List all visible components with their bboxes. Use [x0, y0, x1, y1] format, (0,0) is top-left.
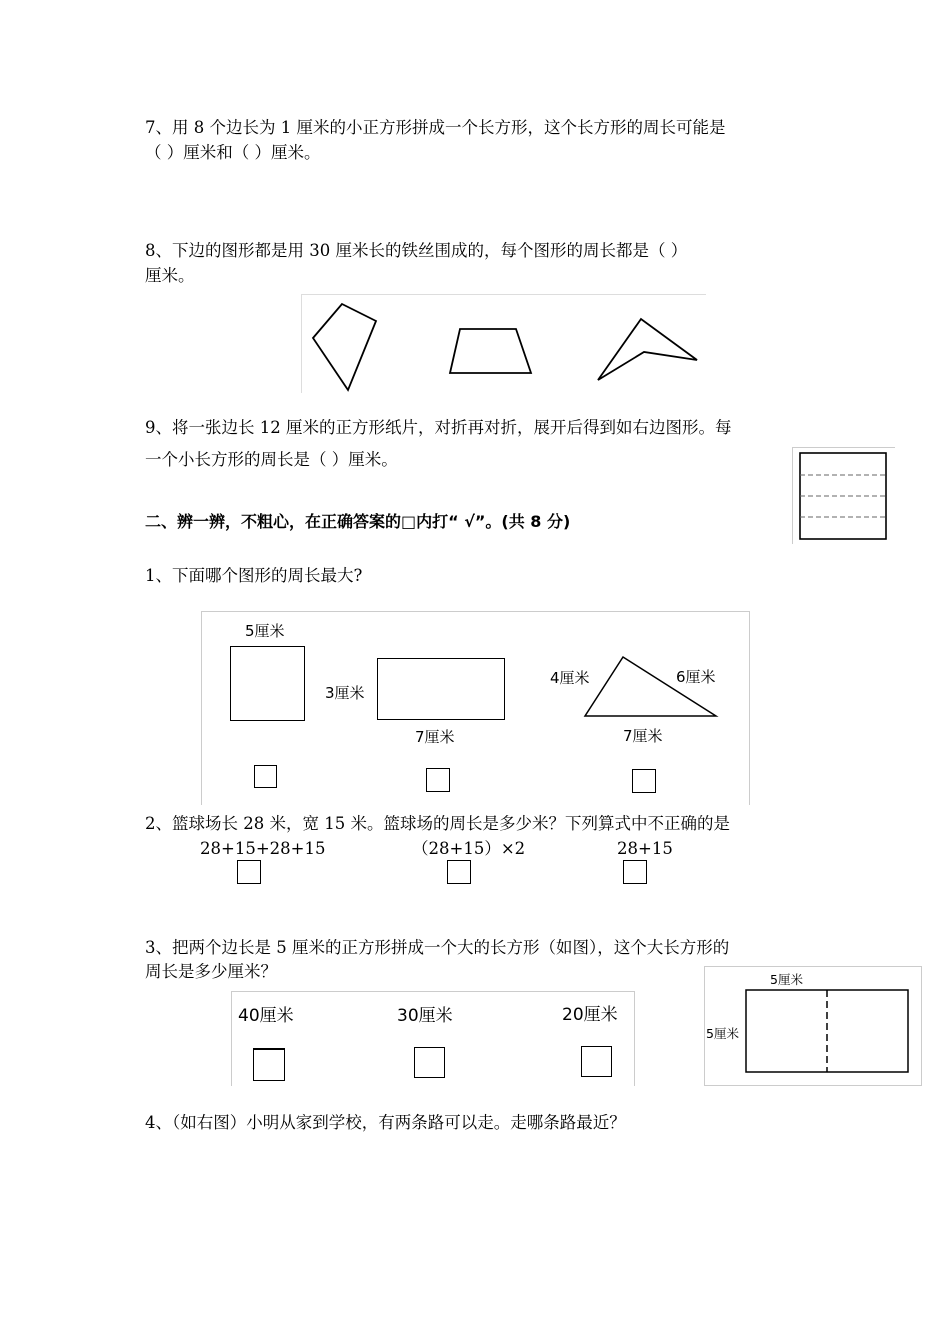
p2-option-2: （28+15）×2: [412, 839, 526, 858]
p3-line1: 3、把两个边长是 5 厘米的正方形拼成一个大的长方形（如图），这个大长方形的: [145, 938, 730, 957]
p1-checkbox-square[interactable]: [254, 765, 277, 788]
q9-line1: 9、将一张边长 12 厘米的正方形纸片，对折再对折，展开后得到如右边图形。每: [145, 418, 732, 437]
p3-checkbox-1[interactable]: [253, 1048, 285, 1081]
q8-line2: 厘米。: [145, 266, 195, 285]
p1-square-shape: [230, 646, 305, 721]
p1-tri-left-label: 4厘米: [550, 669, 590, 687]
q8-line1: 8、下边的图形都是用 30 厘米长的铁丝围成的，每个图形的周长都是（ ）: [145, 241, 688, 260]
section2-heading: 二、辨一辨，不粗心，在正确答案的□内打“ √”。(共 8 分): [145, 512, 571, 531]
q9-line2: 一个小长方形的周长是（ ）厘米。: [145, 450, 398, 469]
p3-checkbox-3[interactable]: [581, 1046, 612, 1077]
p1-square-label: 5厘米: [245, 622, 285, 640]
p2-option-3: 28+15: [617, 839, 673, 858]
p2-checkbox-2[interactable]: [447, 860, 471, 884]
p1-checkbox-rectangle[interactable]: [426, 768, 450, 792]
q9-figure-frame: [792, 447, 895, 544]
p1-tri-right-label: 6厘米: [676, 668, 716, 686]
p2-checkbox-1[interactable]: [237, 860, 261, 884]
p1-rectangle-shape: [377, 658, 505, 720]
p3-fig-top-label: 5厘米: [770, 972, 803, 987]
p1-question: 1、下面哪个图形的周长最大?: [145, 566, 363, 585]
p1-tri-base-label: 7厘米: [623, 727, 663, 745]
p3-fig-side-label: 5厘米: [706, 1026, 739, 1041]
p1-rect-height-label: 3厘米: [325, 684, 365, 702]
p3-checkbox-2[interactable]: [414, 1047, 445, 1078]
p1-rect-width-label: 7厘米: [415, 728, 455, 746]
p3-line2: 周长是多少厘米？: [145, 962, 277, 981]
p2-option-1: 28+15+28+15: [200, 839, 326, 858]
p3-option-1: 40厘米: [238, 1006, 294, 1026]
p2-question: 2、篮球场长 28 米，宽 15 米。篮球场的周长是多少米？下列算式中不正确的是: [145, 814, 730, 833]
q7-line2: （ ）厘米和（ ）厘米。: [145, 143, 321, 162]
p3-option-3: 20厘米: [562, 1005, 618, 1025]
p3-option-2: 30厘米: [397, 1006, 453, 1026]
q7-line1: 7、用 8 个边长为 1 厘米的小正方形拼成一个长方形，这个长方形的周长可能是: [145, 118, 726, 137]
p4-question: 4、（如右图）小明从家到学校，有两条路可以走。走哪条路最近？: [145, 1113, 626, 1132]
p1-checkbox-triangle[interactable]: [632, 769, 656, 793]
q8-figure-frame: [301, 294, 706, 393]
p2-checkbox-3[interactable]: [623, 860, 647, 884]
